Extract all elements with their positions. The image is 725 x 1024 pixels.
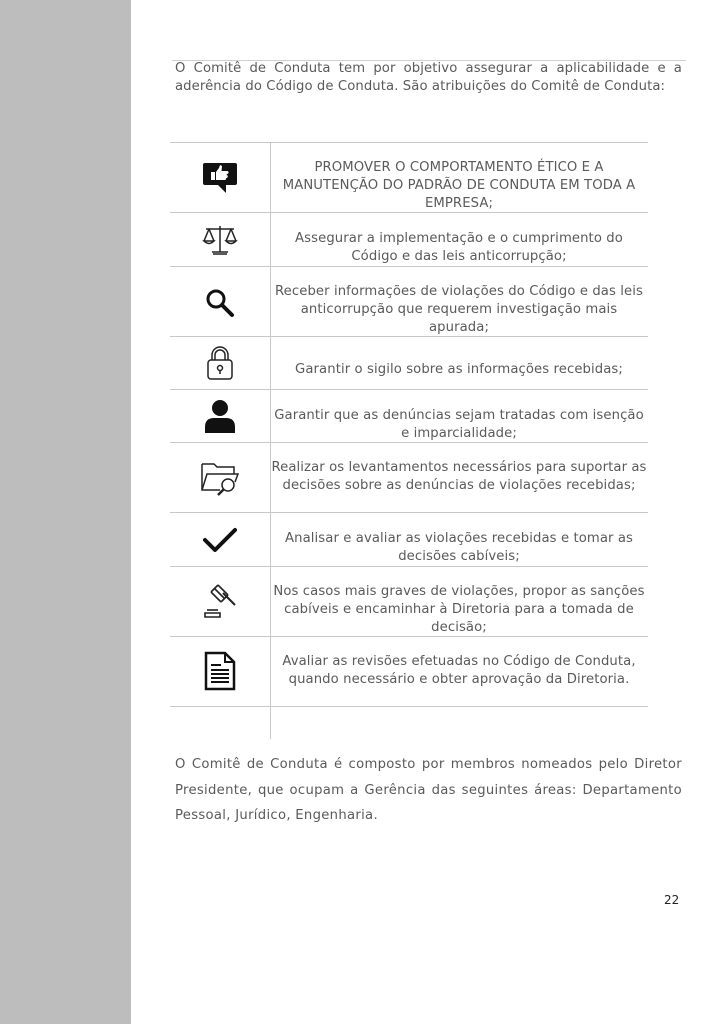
table-row — [170, 636, 648, 707]
checkmark-icon — [170, 512, 270, 566]
table-row — [170, 389, 648, 443]
table-row — [170, 442, 648, 513]
scale-icon — [170, 212, 270, 266]
magnifier-icon — [170, 266, 270, 336]
person-icon — [170, 389, 270, 442]
page-number: 22 — [664, 893, 680, 907]
attribution-text: Garantir o sigilo sobre as informações recebidas; — [295, 362, 623, 377]
document-icon — [170, 636, 270, 706]
attribution-text: Analisar e avaliar as violações recebidas e tomar as decisões cabíveis; — [285, 531, 633, 564]
lock-icon — [170, 336, 270, 389]
outro-paragraph: O Comitê de Conduta é composto por membros nomeados pelo Diretor Presidente, que ocupam a Gerência das seguintes áreas: Departamento Pessoal, Jurídico, Engenharia. — [175, 757, 682, 823]
gavel-icon — [170, 566, 270, 636]
table-row — [170, 566, 648, 637]
table-row — [170, 512, 648, 567]
attribution-text: Nos casos mais graves de violações, propor as sanções cabíveis e encaminhar à Diretoria para a tomada de decisão; — [273, 584, 645, 635]
intro-paragraph: O Comitê de Conduta tem por objetivo assegurar a aplicabilidade e a aderência do Código de Conduta. São atribuições do Comitê de Conduta: — [175, 61, 682, 94]
table-row — [170, 212, 648, 267]
attribution-text: Receber informações de violações do Código e das leis anticorrupção que requerem investigação mais apurada; — [275, 284, 643, 335]
attribution-text: PROMOVER O COMPORTAMENTO ÉTICO E A MANUTENÇÃO DO PADRÃO DE CONDUTA EM TODA A EMPRESA; — [282, 160, 636, 211]
attribution-text: Realizar os levantamentos necessários para suportar as decisões sobre as denúncias de violações recebidas; — [271, 460, 647, 493]
attribution-text: Garantir que as denúncias sejam tratadas com isenção e imparcialidade; — [274, 408, 644, 441]
attribution-text: Avaliar as revisões efetuadas no Código de Conduta, quando necessário e obter aprovação da Diretoria. — [282, 654, 636, 687]
table-row — [170, 142, 648, 213]
table-row — [170, 336, 648, 390]
attribution-text: Assegurar a implementação e o cumprimento do Código e das leis anticorrupção; — [295, 231, 623, 264]
folder-search-icon — [170, 442, 270, 512]
side-bar — [0, 0, 131, 1024]
thumbs-up-icon — [170, 142, 270, 212]
table-row — [170, 266, 648, 337]
